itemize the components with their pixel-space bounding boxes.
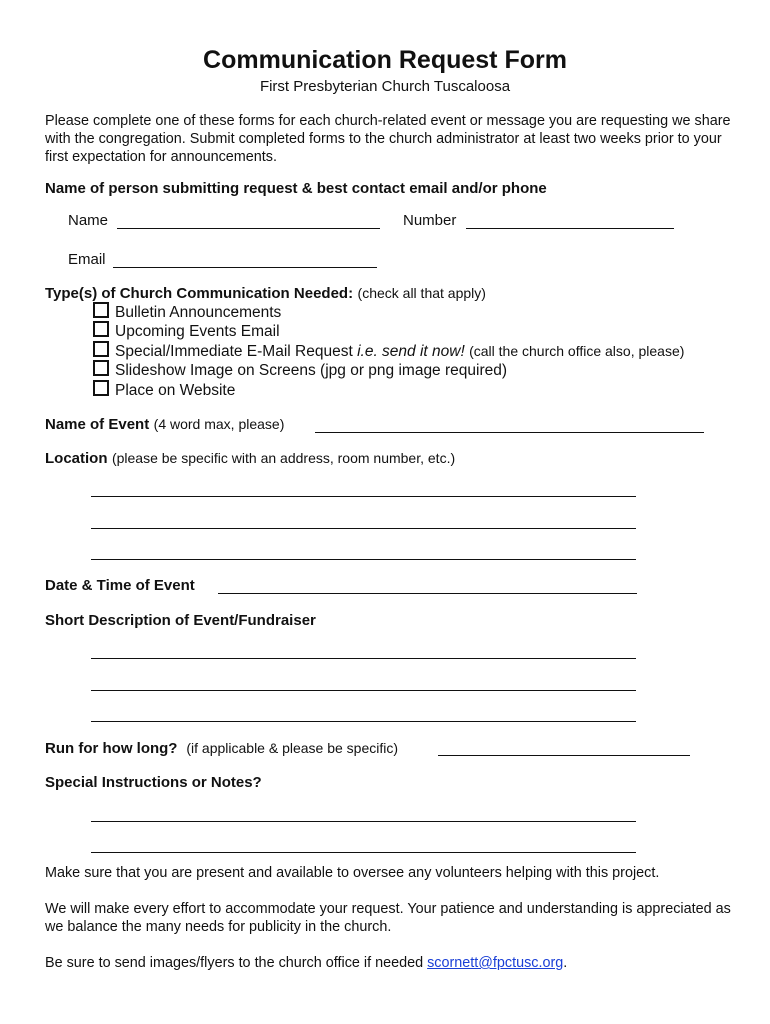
description-label: Short Description of Event/Fundraiser [45, 612, 316, 629]
location-field-line-2[interactable] [91, 528, 636, 529]
types-heading: Type(s) of Church Communication Needed: [45, 285, 354, 302]
option-label: Slideshow Image on Screens (jpg or png image required) [115, 362, 508, 379]
footer-patience: We will make every effort to accommodate your request. Your patience and understanding is appreciated as we balance the many needs for publicity in the church. [45, 901, 731, 935]
event-name-note: (4 word max, please) [153, 416, 285, 432]
option-note: (call the church office also, please) [469, 343, 685, 359]
footer-send-end: . [563, 955, 568, 971]
option-website[interactable] [93, 380, 235, 400]
run-note: (if applicable & please be specific) [186, 740, 399, 756]
special-field-line-1[interactable] [91, 821, 636, 822]
form-subtitle: First Presbyterian Church Tuscaloosa [259, 78, 511, 95]
number-field[interactable] [466, 228, 674, 229]
description-field-line-3[interactable] [91, 721, 636, 722]
event-name-row [45, 416, 284, 434]
option-label: Special/Immediate E-Mail Request [115, 343, 358, 360]
intro-paragraph: Please complete one of these forms for each church-related event or message you are requesting we share with the congregation. Submit completed forms to the church administrator at least two weeks prior to your first expectation for announcements. [45, 113, 731, 165]
run-field[interactable] [438, 755, 690, 756]
email-field[interactable] [113, 267, 377, 268]
option-bulletin[interactable] [93, 302, 281, 322]
checkbox-icon[interactable] [93, 341, 109, 357]
form-title: Communication Request Form [203, 46, 567, 74]
event-name-field[interactable] [315, 432, 704, 433]
footer-send-images [45, 954, 745, 972]
option-slideshow[interactable] [93, 360, 507, 380]
types-note: (check all that apply) [357, 285, 486, 301]
email-link[interactable]: scornett@fpctusc.org [427, 955, 564, 971]
checkbox-icon[interactable] [93, 360, 109, 376]
option-label: Place on Website [115, 382, 236, 399]
datetime-field[interactable] [218, 593, 637, 594]
option-special-email[interactable] [93, 341, 684, 361]
datetime-label: Date & Time of Event [45, 577, 195, 594]
contact-heading: Name of person submitting request & best contact email and/or phone [45, 180, 547, 197]
event-name-label: Name of Event [45, 416, 150, 433]
option-emphasis: i.e. send it now! [357, 343, 465, 360]
special-label: Special Instructions or Notes? [45, 774, 262, 791]
checkbox-icon[interactable] [93, 321, 109, 337]
checkbox-icon[interactable] [93, 380, 109, 396]
description-field-line-1[interactable] [91, 658, 636, 659]
option-events-email[interactable] [93, 321, 280, 341]
number-label: Number [403, 212, 457, 229]
location-field-line-3[interactable] [91, 559, 636, 560]
name-field[interactable] [117, 228, 380, 229]
option-label: Bulletin Announcements [115, 304, 282, 321]
description-field-line-2[interactable] [91, 690, 636, 691]
location-note: (please be specific with an address, room number, etc.) [111, 450, 456, 466]
option-label: Upcoming Events Email [115, 323, 280, 340]
special-field-line-2[interactable] [91, 852, 636, 853]
email-label: Email [68, 251, 106, 268]
location-field-line-1[interactable] [91, 496, 636, 497]
footer-volunteers: Make sure that you are present and available to oversee any volunteers helping with this project. [45, 865, 660, 881]
types-heading-row [45, 285, 486, 303]
location-label: Location [45, 450, 108, 467]
run-row [45, 740, 398, 758]
run-label: Run for how long? [45, 740, 178, 757]
checkbox-icon[interactable] [93, 302, 109, 318]
footer-send-text: Be sure to send images/flyers to the church office if needed [45, 955, 428, 971]
name-label: Name [68, 212, 109, 229]
location-row [45, 450, 455, 468]
